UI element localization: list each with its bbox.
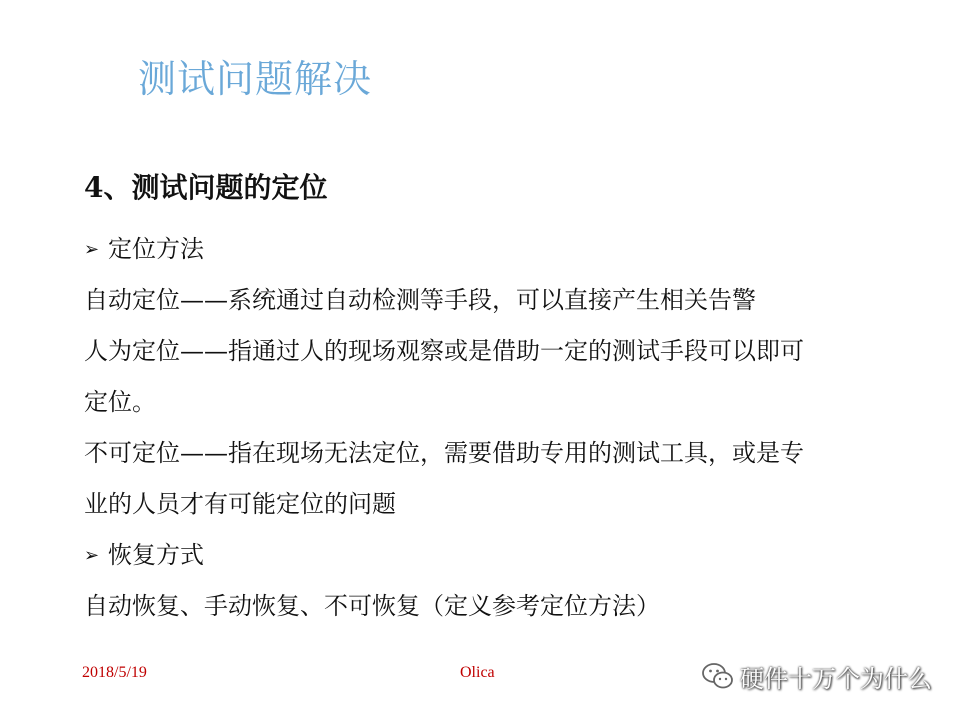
footer-center-text: Olica [460,664,495,681]
arrow-bullet-icon: ➢ [84,239,100,260]
slide-content [84,224,904,632]
text-line-no-locate: 不可定位——指在现场无法定位，需要借助专用的测试工具，或是专 [84,439,804,467]
arrow-bullet-icon: ➢ [84,545,100,566]
text-line-human-locate: 人为定位——指通过人的现场观察或是借助一定的测试手段可以即可 [84,337,804,365]
slide-subtitle: 4、测试问题的定位 [84,171,328,204]
text-line-no-locate-cont: 业的人员才有可能定位的问题 [84,490,396,518]
text-line-recovery: 自动恢复、手动恢复、不可恢复（定义参考定位方法） [84,592,660,620]
footer-date: 2018/5/19 [82,664,147,681]
watermark [702,654,932,698]
bullet-label: 恢复方式 [108,541,204,569]
watermark-text: 硬件十万个为什么 [740,664,932,693]
slide-title: 测试问题解决 [138,57,373,101]
wechat-icon [702,661,734,691]
bullet-recovery-method [84,530,904,581]
text-line-human-locate-cont: 定位。 [84,388,156,416]
bullet-locate-method [84,224,904,275]
text-line-auto-locate: 自动定位——系统通过自动检测等手段，可以直接产生相关告警 [84,286,756,314]
bullet-label: 定位方法 [108,235,204,263]
